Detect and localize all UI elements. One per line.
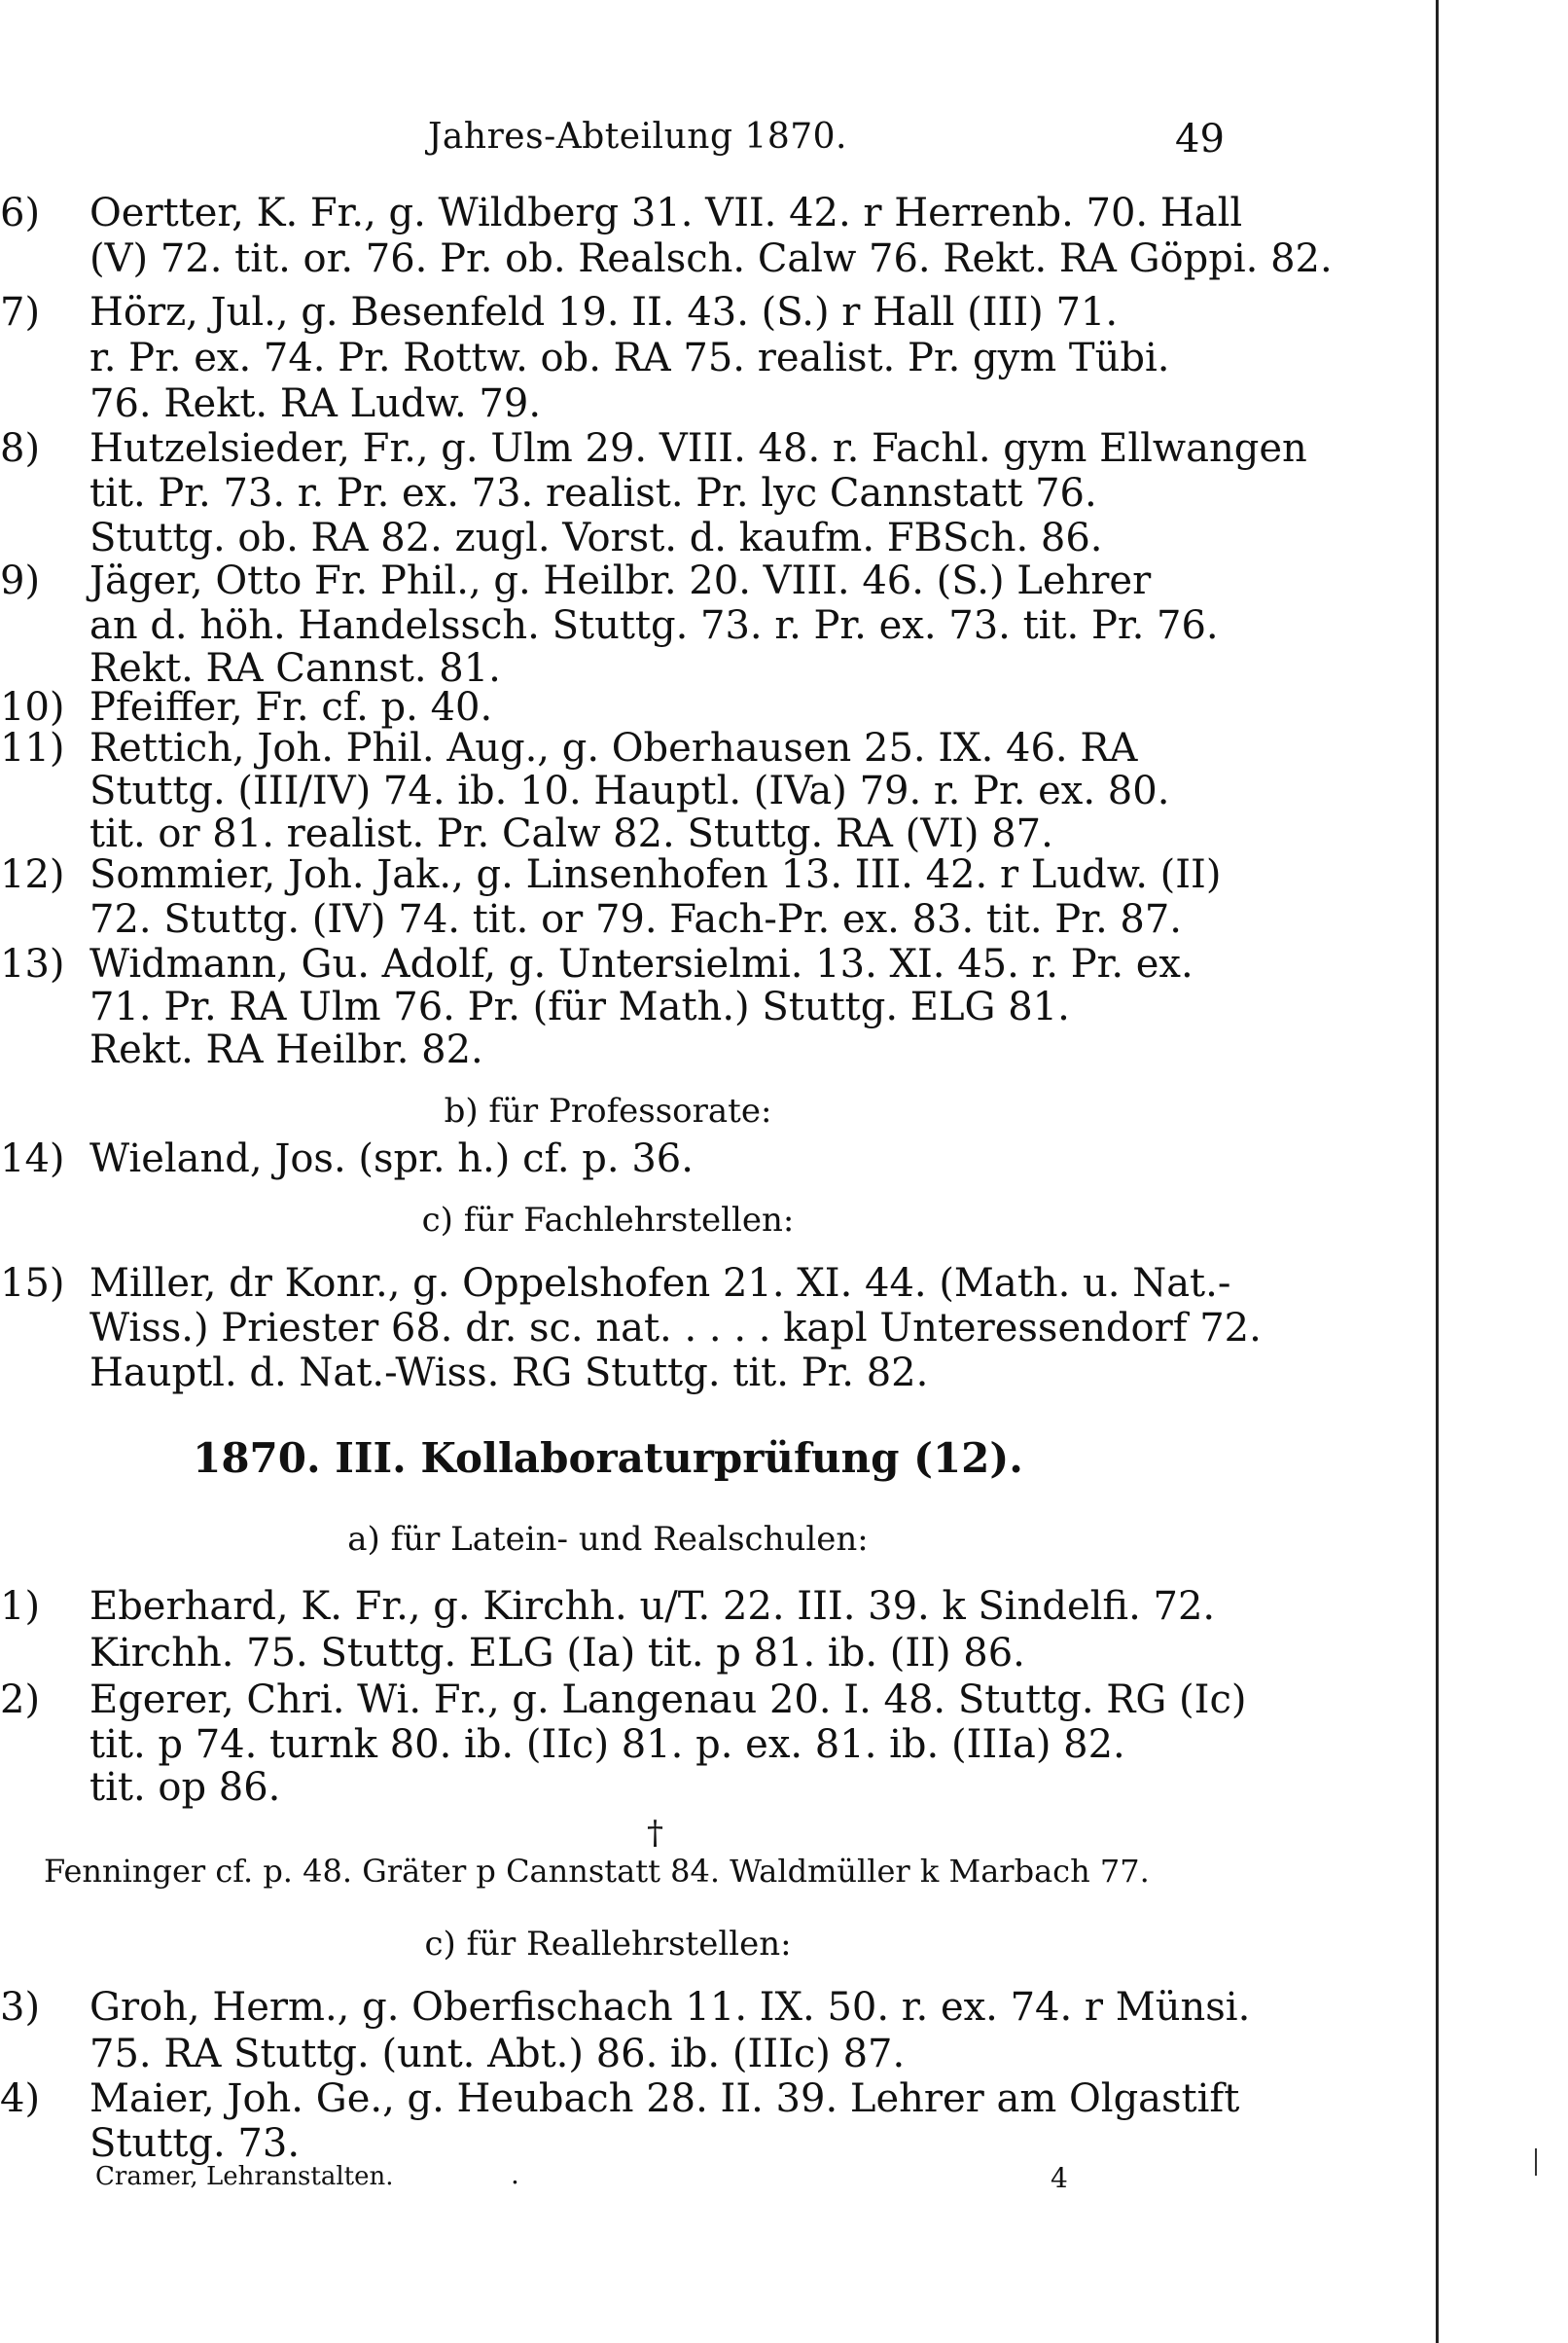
entry-line: 72. Stuttg. (IV) 74. tit. or 79. Fach-Pr. ex. 83. tit. Pr. 87. bbox=[89, 897, 1182, 942]
entry-number: 10) bbox=[0, 685, 65, 730]
entry-line: Stuttg. 73. bbox=[89, 2121, 301, 2166]
entry-line: Oertter, K. Fr., g. Wildberg 31. VII. 42. r Herrenb. 70. Hall bbox=[89, 191, 1243, 235]
entry-line: Pfeiffer, Fr. cf. p. 40. bbox=[89, 685, 493, 730]
entry-number: 1) bbox=[0, 1584, 41, 1629]
entry-line: Hutzelsieder, Fr., g. Ulm 29. VIII. 48. r. Fachl. gym Ellwangen bbox=[89, 426, 1307, 471]
entry-line: Miller, dr Konr., g. Oppelshofen 21. XI. 44. (Math. u. Nat.- bbox=[89, 1261, 1231, 1306]
entry-line: Rekt. RA Heilbr. 82. bbox=[89, 1027, 483, 1072]
entry-line: tit. or 81. realist. Pr. Calw 82. Stuttg. RA (VI) 87. bbox=[89, 811, 1053, 856]
entry-number: 9) bbox=[0, 559, 41, 603]
section-heading-latein-realschulen: a) für Latein- und Realschulen: bbox=[347, 1520, 869, 1559]
section-heading-professorate: b) für Professorate: bbox=[444, 1092, 772, 1131]
entry-line: r. Pr. ex. 74. Pr. Rottw. ob. RA 75. realist. Pr. gym Tübi. bbox=[89, 336, 1170, 380]
header-title: Jahres-Abteilung 1870. bbox=[428, 117, 847, 157]
entry-line: Jäger, Otto Fr. Phil., g. Heilbr. 20. VIII. 46. (S.) Lehrer bbox=[89, 559, 1152, 603]
footer-dot: . bbox=[511, 2158, 519, 2190]
entry-line: an d. höh. Handelssch. Stuttg. 73. r. Pr. ex. 73. tit. Pr. 76. bbox=[89, 603, 1219, 648]
section-heading-fachlehrstellen: c) für Fachlehrstellen: bbox=[421, 1201, 795, 1240]
entry-number: 3) bbox=[0, 1985, 41, 2030]
footer-source: Cramer, Lehranstalten. bbox=[95, 2162, 394, 2191]
entry-line: Groh, Herm., g. Oberfischach 11. IX. 50. r. ex. 74. r Münsi. bbox=[89, 1985, 1251, 2030]
entry-line: (V) 72. tit. or. 76. Pr. ob. Realsch. Calw 76. Rekt. RA Göppi. 82. bbox=[89, 236, 1333, 281]
entry-line: Wiss.) Priester 68. dr. sc. nat. . . . . kapl Unteressendorf 72. bbox=[89, 1306, 1262, 1351]
entry-line: Eberhard, K. Fr., g. Kirchh. u/T. 22. III. 39. k Sindelfi. 72. bbox=[89, 1584, 1216, 1629]
entry-line: 75. RA Stuttg. (unt. Abt.) 86. ib. (IIIc) 87. bbox=[89, 2032, 906, 2076]
signature-mark: 4 bbox=[1051, 2162, 1068, 2194]
dagger-symbol: † bbox=[647, 1814, 663, 1853]
entry-line: Stuttg. ob. RA 82. zugl. Vorst. d. kaufm. FBSch. 86. bbox=[89, 516, 1103, 560]
entry-line: Hörz, Jul., g. Besenfeld 19. II. 43. (S.) r Hall (III) 71. bbox=[89, 290, 1119, 335]
entry-number: 15) bbox=[0, 1261, 65, 1306]
entry-number: 13) bbox=[0, 942, 65, 987]
entry-number: 4) bbox=[0, 2076, 41, 2121]
section-heading-reallehrstellen: c) für Reallehrstellen: bbox=[424, 1925, 792, 1964]
entry-line: tit. op 86. bbox=[89, 1765, 281, 1810]
entry-line: Rekt. RA Cannst. 81. bbox=[89, 646, 501, 691]
entry-line: Maier, Joh. Ge., g. Heubach 28. II. 39. Lehrer am Olgastift bbox=[89, 2076, 1240, 2121]
entry-line: Kirchh. 75. Stuttg. ELG (Ia) tit. p 81. ib. (II) 86. bbox=[89, 1631, 1025, 1676]
page-number: 49 bbox=[1175, 117, 1225, 162]
entry-number: 14) bbox=[0, 1136, 65, 1181]
entry-line: Rettich, Joh. Phil. Aug., g. Oberhausen 25. IX. 46. RA bbox=[89, 726, 1138, 771]
margin-mark bbox=[1535, 2148, 1537, 2176]
running-head bbox=[0, 117, 1225, 165]
entry-line: tit. p 74. turnk 80. ib. (IIc) 81. p. ex. 81. ib. (IIIa) 82. bbox=[89, 1722, 1125, 1767]
entry-line: Hauptl. d. Nat.-Wiss. RG Stuttg. tit. Pr. 82. bbox=[89, 1351, 929, 1395]
entry-line: Sommier, Joh. Jak., g. Linsenhofen 13. III. 42. r Ludw. (II) bbox=[89, 852, 1222, 897]
entry-number: 8) bbox=[0, 426, 41, 471]
entry-number: 11) bbox=[0, 726, 65, 771]
page-edge-rule bbox=[1436, 0, 1439, 2343]
entry-line: Egerer, Chri. Wi. Fr., g. Langenau 20. I. 48. Stuttg. RG (Ic) bbox=[89, 1677, 1247, 1722]
entry-line: tit. Pr. 73. r. Pr. ex. 73. realist. Pr. lyc Cannstatt 76. bbox=[89, 471, 1097, 516]
entry-line: Wieland, Jos. (spr. h.) cf. p. 36. bbox=[89, 1136, 694, 1181]
entry-number: 12) bbox=[0, 852, 65, 897]
deceased-note: Fenninger cf. p. 48. Gräter p Cannstatt 84. Waldmüller k Marbach 77. bbox=[44, 1853, 1150, 1890]
entry-number: 7) bbox=[0, 290, 41, 335]
entry-number: 2) bbox=[0, 1677, 41, 1722]
entry-line: Stuttg. (III/IV) 74. ib. 10. Hauptl. (IVa) 79. r. Pr. ex. 80. bbox=[89, 769, 1170, 813]
entry-number: 6) bbox=[0, 191, 41, 235]
entry-line: 76. Rekt. RA Ludw. 79. bbox=[89, 381, 542, 426]
entry-line: 71. Pr. RA Ulm 76. Pr. (für Math.) Stuttg. ELG 81. bbox=[89, 985, 1070, 1029]
main-heading: 1870. III. Kollaboraturprüfung (12). bbox=[193, 1434, 1023, 1482]
entry-line: Widmann, Gu. Adolf, g. Untersielmi. 13. XI. 45. r. Pr. ex. bbox=[89, 942, 1194, 987]
